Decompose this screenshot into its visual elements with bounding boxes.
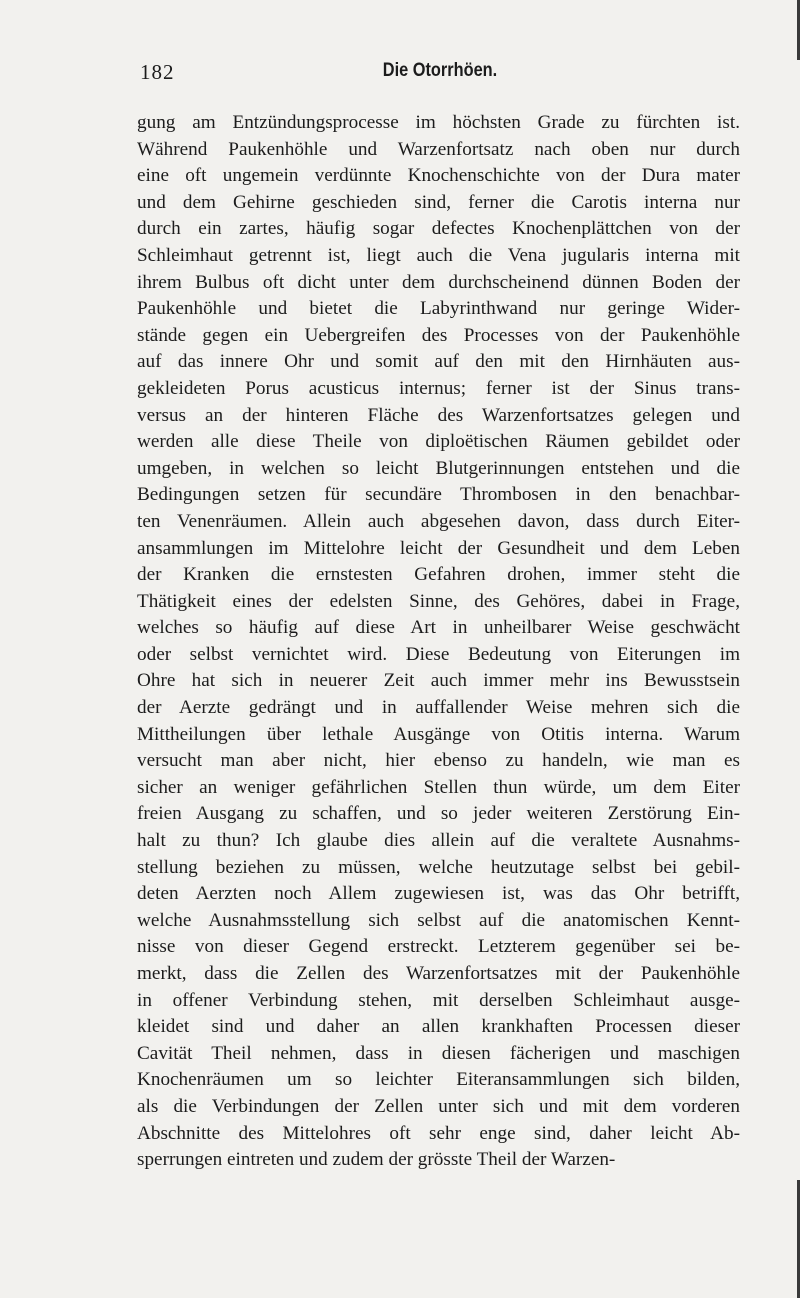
text-line: ihrem Bulbus oft dicht unter dem durchscheinend dünnen Boden der — [137, 271, 740, 293]
text-line: deten Aerzten noch Allem zugewiesen ist, was das Ohr betrifft, — [137, 883, 740, 905]
text-line: welche Ausnahmsstellung sich selbst auf die anatomischen Kennt- — [137, 909, 740, 931]
running-title: Die Otorrhöen. — [382, 60, 498, 81]
text-line: als die Verbindungen der Zellen unter sich und mit dem vorderen — [137, 1095, 740, 1117]
text-line: sperrungen eintreten und zudem der grösste Theil der Warzen- — [137, 1149, 616, 1171]
text-line: Knochenräumen um so leichter Eiteransammlungen sich bilden, — [137, 1069, 740, 1091]
text-line: und dem Gehirne geschieden sind, ferner die Carotis interna nur — [137, 191, 740, 213]
text-line: der Kranken die ernstesten Gefahren drohen, immer steht die — [137, 564, 740, 586]
text-line: halt zu thun? Ich glaube dies allein auf die veraltete Ausnahms- — [137, 830, 740, 852]
text-line: gung am Entzündungsprocesse im höchsten Grade zu fürchten ist. — [137, 112, 740, 133]
page-header — [140, 60, 740, 90]
text-line: stellung beziehen zu müssen, welche heutzutage selbst bei gebil- — [137, 856, 740, 878]
text-line: auf das innere Ohr und somit auf den mit den Hirnhäuten aus- — [137, 351, 740, 373]
text-line: welches so häufig auf diese Art in unheilbarer Weise geschwächt — [137, 617, 740, 639]
body-text — [137, 110, 740, 1174]
text-line: nisse von dieser Gegend erstreckt. Letzterem gegenüber sei be- — [137, 936, 740, 958]
text-line: stände gegen ein Uebergreifen des Processes von der Paukenhöhle — [137, 324, 740, 346]
text-line: ten Venenräumen. Allein auch abgesehen davon, dass durch Eiter- — [137, 510, 740, 532]
text-line: freien Ausgang zu schaffen, und so jeder weiteren Zerstörung Ein- — [137, 803, 740, 825]
text-line: umgeben, in welchen so leicht Blutgerinnungen entstehen und die — [137, 457, 740, 479]
text-line: durch ein zartes, häufig sogar defectes Knochenplättchen von der — [137, 218, 740, 240]
text-line: gekleideten Porus acusticus internus; ferner ist der Sinus trans- — [137, 377, 740, 399]
text-line: der Aerzte gedrängt und in auffallender Weise mehren sich die — [137, 697, 740, 719]
text-line: versus an der hinteren Fläche des Warzenfortsatzes gelegen und — [137, 404, 740, 426]
text-line: Thätigkeit eines der edelsten Sinne, des Gehöres, dabei in Frage, — [137, 590, 740, 612]
text-line: Ohre hat sich in neuerer Zeit auch immer mehr ins Bewusstsein — [137, 670, 740, 692]
text-line: Paukenhöhle und bietet die Labyrinthwand nur geringe Wider- — [137, 298, 740, 320]
text-line: Schleimhaut getrennt ist, liegt auch die Vena jugularis interna mit — [137, 244, 740, 266]
text-line: merkt, dass die Zellen des Warzenfortsatzes mit der Paukenhöhle — [137, 963, 740, 984]
text-line: oder selbst vernichtet wird. Diese Bedeutung von Eiterungen im — [137, 643, 740, 665]
text-line: Während Paukenhöhle und Warzenfortsatz nach oben nur durch — [137, 138, 740, 160]
page-number: 182 — [140, 60, 175, 84]
text-line: kleidet sind und daher an allen krankhaften Processen dieser — [137, 1016, 740, 1038]
text-line: Bedingungen setzen für secundäre Thrombosen in den benachbar- — [137, 484, 740, 506]
text-line: eine oft ungemein verdünnte Knochenschichte von der Dura mater — [137, 165, 740, 187]
text-line: Mittheilungen über lethale Ausgänge von Otitis interna. Warum — [137, 723, 740, 745]
text-line: werden alle diese Theile von diploëtischen Räumen gebildet oder — [137, 431, 740, 453]
text-line: Abschnitte des Mittelohres oft sehr enge sind, daher leicht Ab- — [137, 1122, 740, 1144]
text-line: sicher an weniger gefährlichen Stellen thun würde, um dem Eiter — [137, 776, 740, 798]
text-line: ansammlungen im Mittelohre leicht der Gesundheit und dem Leben — [137, 537, 740, 559]
text-line: in offener Verbindung stehen, mit derselben Schleimhaut ausge- — [137, 989, 740, 1011]
text-line: Cavität Theil nehmen, dass in diesen fächerigen und maschigen — [137, 1042, 740, 1064]
text-line: versucht man aber nicht, hier ebenso zu handeln, wie man es — [137, 750, 740, 772]
